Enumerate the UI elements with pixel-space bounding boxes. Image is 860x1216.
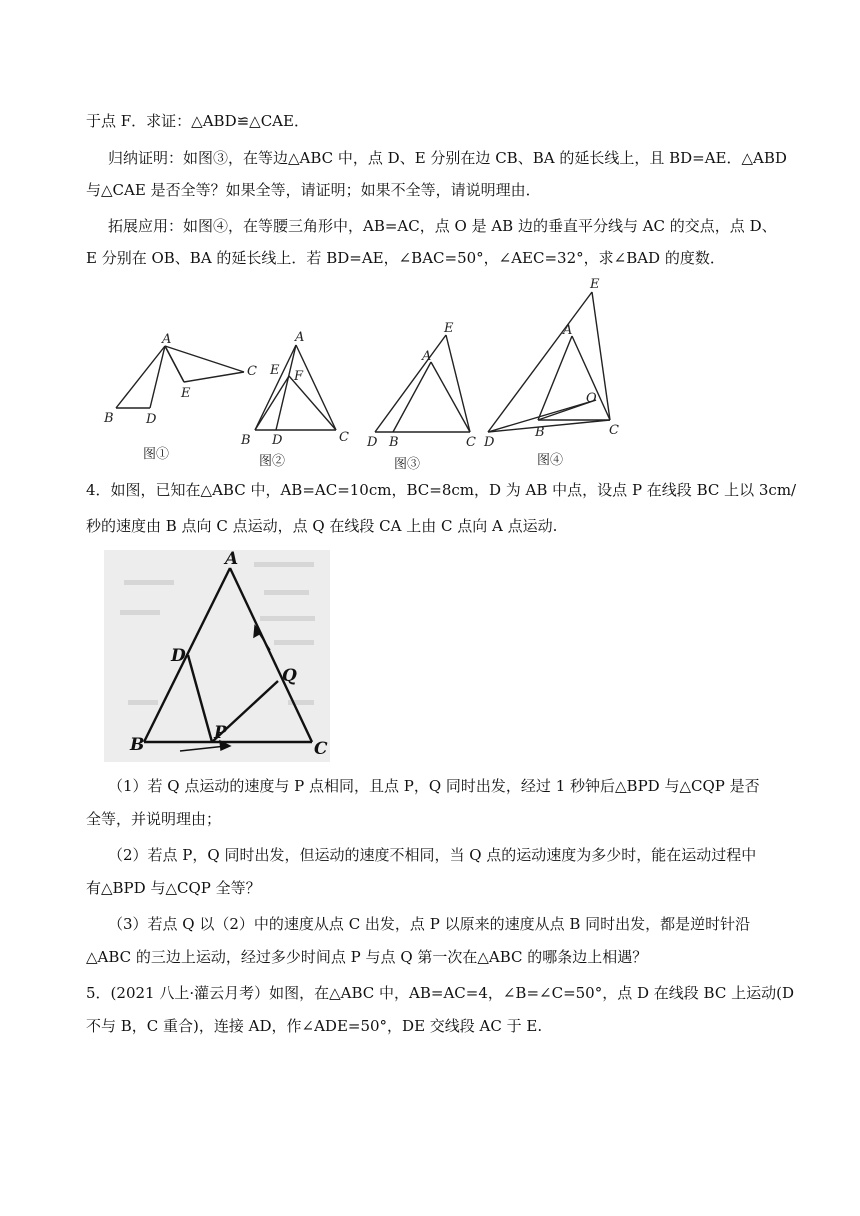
point-label-B: B [130,735,145,755]
text-line: 秒的速度由 B 点向 C 点运动，点 Q 在线段 CA 上由 C 点向 A 点运动. [86,517,558,535]
figure-4 [488,292,610,432]
text-line: （2）若点 P，Q 同时出发，但运动的速度不相同，当 Q 点的运动速度为多少时，能在运动过程中 [108,846,757,864]
text-line: △ABC 的三边上运动，经过多少时间点 P 与点 Q 第一次在△ABC 的哪条边上相遇？ [86,948,648,966]
text-line: 全等，并说明理由； [86,810,222,828]
text-line: 5．(2021 八上·灌云月考）如图，在△ABC 中，AB=AC=4，∠B=∠C=50°，点 D 在线段 BC 上运动(D [86,984,794,1002]
point-label-E: E [444,321,454,336]
point-label-E: E [270,363,280,378]
point-label-B: B [535,425,545,440]
point-label-A: A [563,323,573,338]
point-label-Q: Q [282,666,297,686]
figure-caption: 图④ [537,453,564,468]
point-label-B: B [389,435,399,450]
q4-figure [104,550,330,762]
point-label-O: O [586,391,597,406]
text-line: 不与 B，C 重合)，连接 AD，作∠ADE=50°，DE 交线段 AC 于 E. [86,1017,543,1035]
text-line: （1）若 Q 点运动的速度与 P 点相同，且点 P，Q 同时出发，经过 1 秒钟后△BPD 与△CQP 是否 [108,777,760,795]
point-label-E: E [590,277,600,292]
point-label-D: D [171,646,186,666]
figure-caption: 图② [259,454,286,469]
point-label-C: C [466,435,476,450]
point-label-A: A [422,349,432,364]
point-label-A: A [225,550,239,569]
text-line: 有△BPD 与△CQP 全等？ [86,879,261,897]
point-label-D: D [367,435,378,450]
point-label-E: E [181,386,191,401]
point-label-B: B [241,433,251,448]
text-line: 4．如图，已知在△ABC 中，AB=AC=10cm，BC=8cm，D 为 AB 中点，设点 P 在线段 BC 上以 3cm/ [86,481,797,499]
point-label-C: C [609,423,619,438]
figures-row [0,270,860,475]
point-label-D: D [484,435,495,450]
point-label-D: D [272,433,283,448]
figure-caption: 图③ [394,457,421,472]
figure-1 [116,346,244,408]
text-line: 拓展应用：如图④，在等腰三角形中，AB=AC，点 O 是 AB 边的垂直平分线与 AC 的交点，点 D、 [108,217,777,235]
point-label-B: B [104,411,114,426]
text-line: 归纳证明：如图③，在等边△ABC 中，点 D、E 分别在边 CB、BA 的延长线上，且 BD=AE．△ABD [108,149,787,167]
text-line: E 分别在 OB、BA 的延长线上．若 BD=AE，∠BAC=50°，∠AEC=32°，求∠BAD 的度数． [86,249,725,267]
point-label-A: A [295,330,305,345]
text-line: 与△CAE 是否全等？如果全等，请证明；如果不全等，请说明理由． [86,181,541,199]
text-line: （3）若点 Q 以（2）中的速度从点 C 出发，点 P 以原来的速度从点 B 同时出发，都是逆时针沿 [108,915,751,933]
point-label-P: P [214,723,227,743]
point-label-A: A [162,332,172,347]
point-label-F: F [294,369,304,384]
point-label-C: C [314,739,328,759]
point-label-C: C [339,430,349,445]
point-label-D: D [146,412,157,427]
figure-2 [255,345,336,430]
point-label-C: C [247,364,257,379]
text-line: 于点 F．求证：△ABD≌△CAE． [86,112,309,130]
figure-caption: 图① [143,447,170,462]
